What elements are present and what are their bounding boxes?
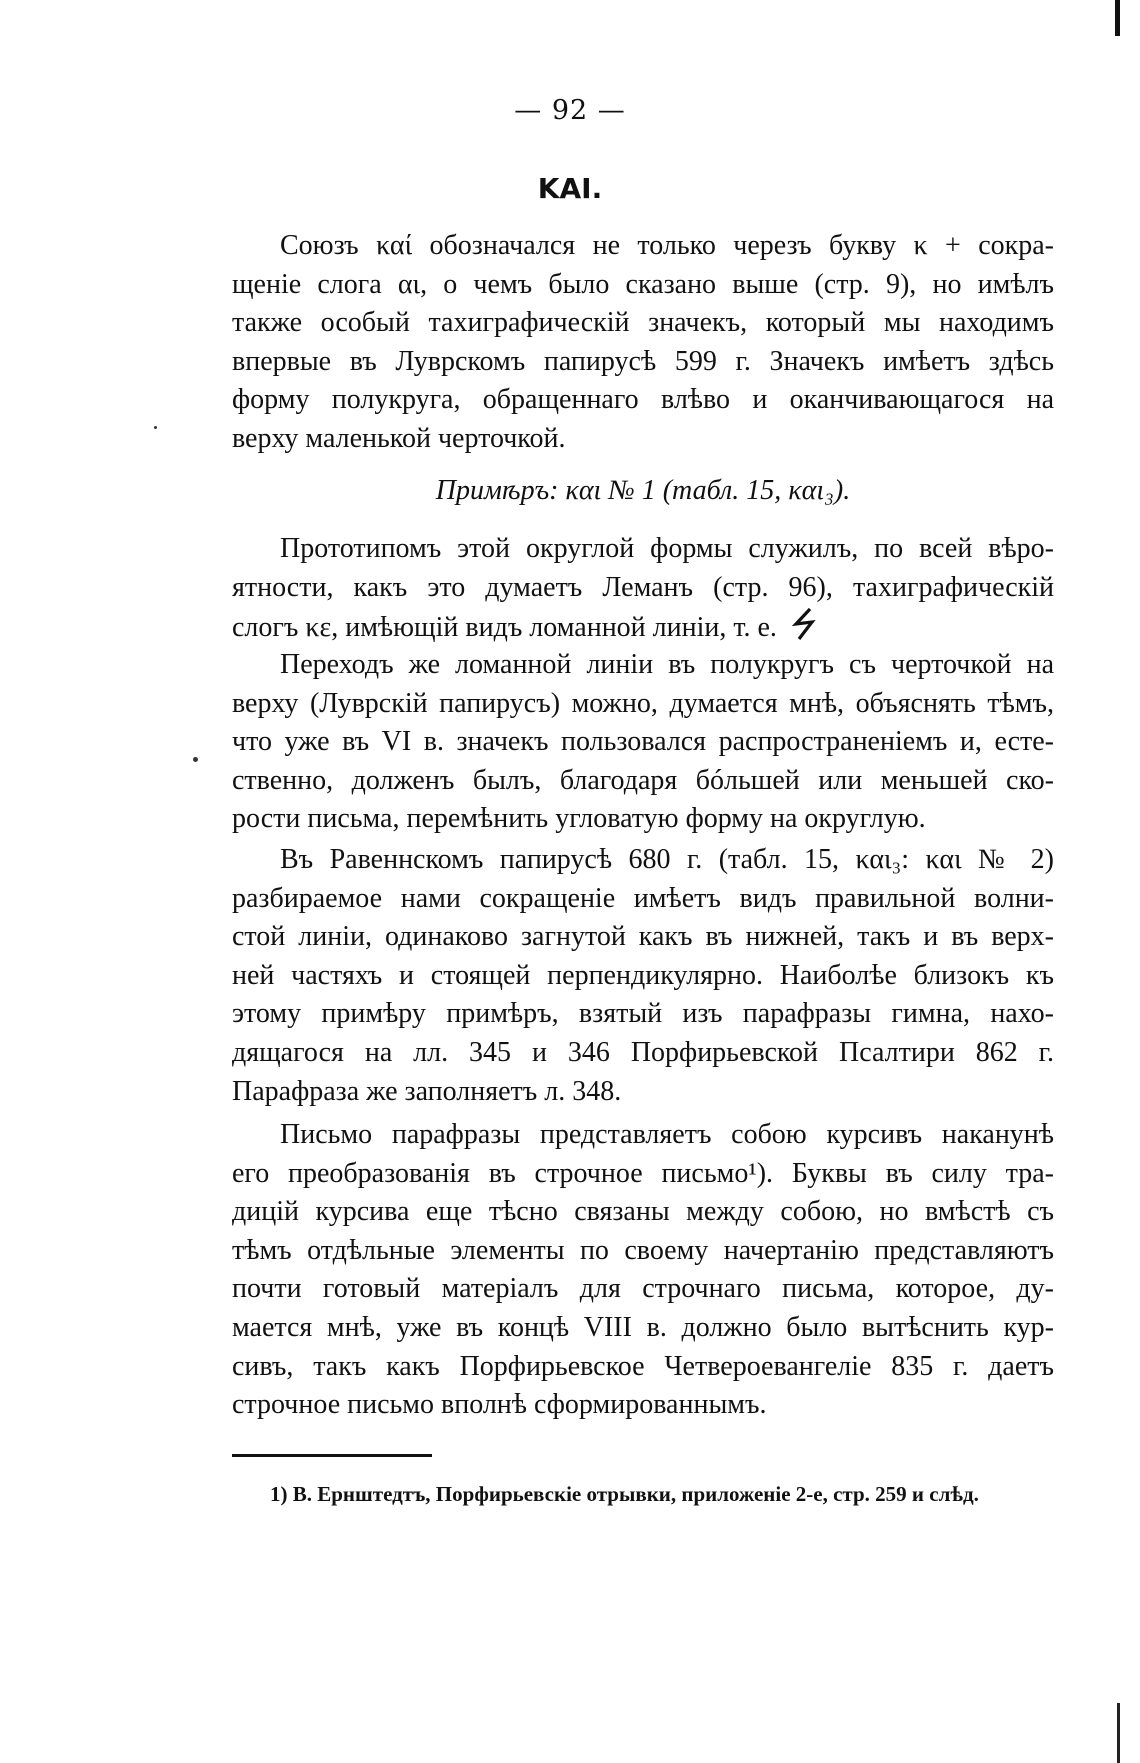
text-line: ней частяхъ и стоящей перпендикулярно. Наиболѣе близокъ къ	[232, 959, 1054, 991]
page-edge-mark-bottom	[1117, 1703, 1120, 1763]
text-line: Въ Равеннскомъ папирусѣ 680 г. (табл. 15, και₃: και № 2)	[280, 844, 1054, 875]
section-heading: KAI.	[537, 172, 603, 205]
text-line: рости письма, перемѣнить угловатую форму на округлую.	[232, 803, 926, 835]
speck	[154, 426, 157, 429]
example-line: Примѣръ: και № 1 (табл. 15, και₃).	[435, 475, 851, 506]
text-line: разбираемое нами сокращеніе имѣетъ видъ правильной волни-	[232, 882, 1054, 914]
text-line: этому примѣру примѣръ, взятый изъ парафразы гимна, нахо-	[232, 998, 1054, 1030]
footnote: 1) В. Ернштедтъ, Порфирьевскіе отрывки, приложеніе 2-е, стр. 259 и слѣд.	[270, 1482, 979, 1506]
text-line: тѣмъ отдѣльные элементы по своему начертанію представляютъ	[232, 1234, 1054, 1266]
text-line: что уже въ VI в. значекъ пользовался распространеніемъ и, есте-	[232, 726, 1054, 758]
text-line: ятности, какъ это думаетъ Леманъ (стр. 96), тахиграфическій	[232, 571, 1054, 603]
paragraph-5	[232, 1116, 1054, 1425]
footnote-divider	[232, 1454, 432, 1457]
text-line: почти готовый матеріалъ для строчнаго письма, которое, ду-	[232, 1273, 1054, 1305]
text-line: форму полукруга, обращеннаго влѣво и оканчивающагося на	[232, 384, 1054, 416]
paragraph-4	[232, 841, 1054, 1111]
text-line: дящагося на лл. 345 и 346 Порфирьевской Псалтири 862 г.	[232, 1036, 1054, 1068]
text-line: верху (Луврскій папирусъ) можно, думается мнѣ, объяснять тѣмъ,	[232, 687, 1054, 719]
text-line: слогъ κε, имѣющій видъ ломанной линіи, т. е.	[232, 612, 777, 644]
text-line: ственно, долженъ былъ, благодаря бóльшей или меньшей ско-	[232, 764, 1054, 796]
page-number: — 92 —	[514, 95, 626, 126]
text-line: Письмо парафразы представляетъ собою курсивъ наканунѣ	[280, 1119, 1054, 1150]
text-line: дицій курсива еще тѣсно связаны между собою, но вмѣстѣ съ	[232, 1196, 1054, 1228]
text-line: щеніе слога αι, о чемъ было сказано выше (стр. 9), но имѣлъ	[232, 268, 1054, 300]
text-line: сивъ, такъ какъ Порфирьевское Четвероевангеліе 835 г. даетъ	[232, 1350, 1054, 1382]
text-line: Парафраза же заполняетъ л. 348.	[232, 1075, 622, 1107]
page-edge-mark	[1115, 0, 1120, 36]
paragraph-3	[232, 646, 1054, 839]
text-line: строчное письмо вполнѣ сформированнымъ.	[232, 1389, 767, 1421]
text-line: верху маленькой черточкой.	[232, 422, 566, 454]
text-line: мается мнѣ, уже въ концѣ VIII в. должно было вытѣснить кур-	[232, 1311, 1054, 1343]
text-line: его преобразованія въ строчное письмо¹). Буквы въ силу тра-	[232, 1157, 1054, 1189]
text-line-with-glyph	[232, 607, 1054, 646]
text-line: впервые въ Луврскомъ папирусѣ 599 г. Значекъ имѣетъ здѣсь	[232, 345, 1054, 377]
paragraph-2	[232, 530, 1054, 646]
text-line: Прототипомъ этой округлой формы служилъ, по всей вѣро-	[280, 533, 1054, 564]
speck	[193, 757, 198, 762]
example	[232, 472, 1054, 511]
text-line: Переходъ же ломанной линіи въ полукругъ съ черточкой на	[280, 649, 1054, 680]
text-line: также особый тахиграфическій значекъ, который мы находимъ	[232, 307, 1054, 339]
paragraph-1	[232, 227, 1054, 459]
text-line: стой линіи, одинаково загнутой какъ въ нижней, такъ и въ верх-	[232, 921, 1054, 953]
text-line: Союзъ καί обозначался не только черезъ букву κ + сокра-	[280, 230, 1054, 261]
